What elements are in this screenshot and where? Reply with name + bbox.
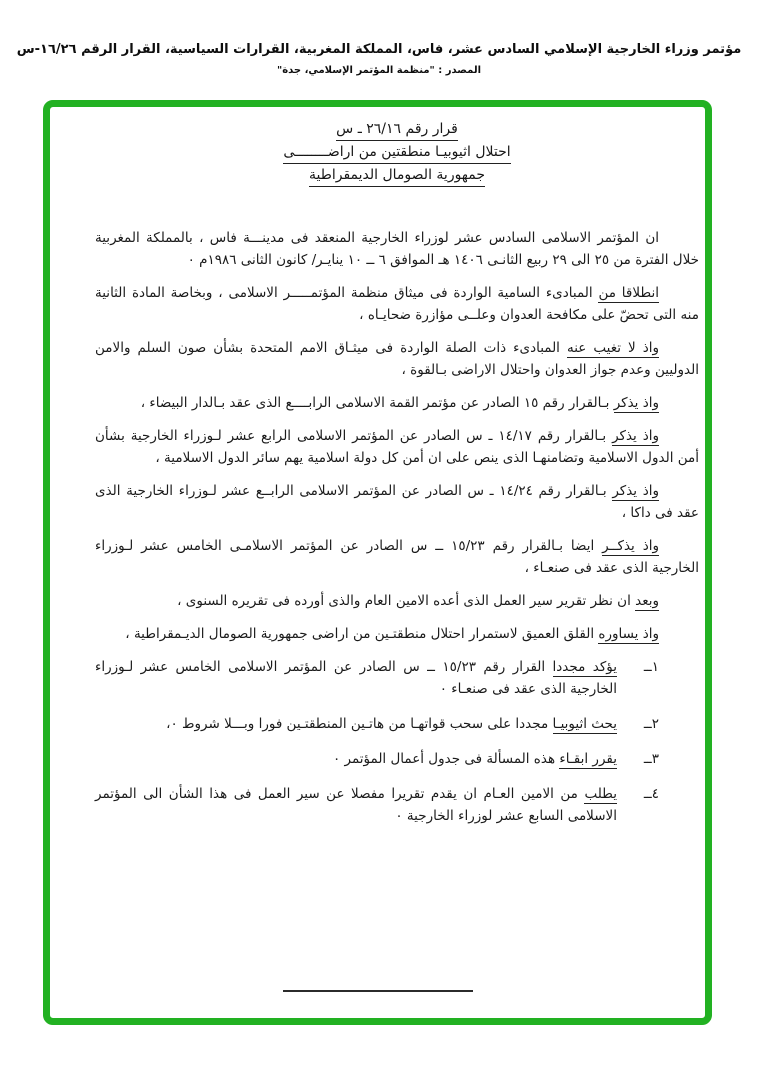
item-text <box>95 656 617 700</box>
list-item-4 <box>95 783 699 827</box>
paragraph-preamble-6 <box>95 480 699 524</box>
paragraph-lead: وبعد <box>635 593 659 609</box>
paragraph-preamble-5 <box>95 425 699 469</box>
item-rest: القرار رقم ١٥/٢٣ ــ س الصادر عن المؤتمر الاسلامى الخامس عشر لـوزراء الخارجية الذى عقد فى صنعـاء ٠ <box>95 659 617 697</box>
scanned-document-frame <box>43 100 712 1025</box>
item-text <box>95 748 617 770</box>
item-lead: يطلب <box>584 786 617 802</box>
paragraph-preamble-1 <box>95 227 699 271</box>
paragraph-preamble-8 <box>95 590 699 612</box>
paragraph-preamble-3 <box>95 337 699 381</box>
item-number: ٢ــ <box>643 716 659 732</box>
item-text <box>95 783 617 827</box>
paragraph-lead: واذ يذكــر <box>602 538 659 554</box>
item-number: ٣ــ <box>643 751 659 767</box>
paragraph-text: المبادىء ذات الصلة الواردة فى ميثـاق الامم المتحدة بشأن صون السلم والامن الدوليين وعدم جواز العدوان واحتلال الاراضى بـالقوة ، <box>95 340 699 378</box>
paragraph-text: بـالقرار رقم ١٥ الصادر عن مؤتمر القمة الاسلامى الرابــــع الذى عقد بـالدار البيضاء ، <box>140 395 614 411</box>
caption-source: المصدر : "منظمة المؤتمر الإسلامي، جدة" <box>276 65 481 76</box>
document-caption <box>0 42 758 76</box>
item-number: ٤ــ <box>643 786 659 802</box>
resolution-subject-line <box>95 144 699 160</box>
paragraph-lead: واذ يذكر <box>612 428 659 444</box>
item-rest: هذه المسألة فى جدول أعمال المؤتمر ٠ <box>332 751 560 767</box>
paragraph-text: المبادىء السامية الواردة فى ميثاق منظمة المؤتمـــــر الاسلامى ، وبخاصة المادة الثانية منه التى تحضّ على مكافحة العدوان وعلــى مؤازرة ضحايـاه ، <box>95 285 699 323</box>
item-lead: يقرر ابقـاء <box>559 751 617 767</box>
paragraph-text: ان نظر تقرير سير العمل الذى أعده الامين العام والذى أورده فى تقريره السنوى ، <box>177 593 636 609</box>
paragraph-text: القلق العميق لاستمرار احتلال منطقتـين من اراضى جمهورية الصومال الديـمقراطية ، <box>125 626 599 642</box>
list-item-1 <box>95 656 699 700</box>
item-lead: يؤكد مجددا <box>552 659 617 675</box>
resolution-subject: احتلال اثيوبيـا منطقتين من اراضــــــــى <box>283 144 510 164</box>
paragraph-lead: واذ يذكر <box>613 395 659 411</box>
resolution-country-line <box>95 167 699 183</box>
paragraph-lead: واذ يذكر <box>612 483 659 499</box>
list-item-2 <box>95 713 699 735</box>
caption-title: مؤتمر وزراء الخارجية الإسلامي السادس عشر، فاس، المملكة المغربية، القرارات السياسية، القرار الرقم ١٦/٢٦-س <box>16 42 742 57</box>
item-number: ١ــ <box>643 659 659 675</box>
resolution-country: جمهورية الصومال الديمقراطية <box>309 167 485 187</box>
resolution-number-line <box>95 121 699 137</box>
paragraph-lead: انطلاقا من <box>598 285 659 301</box>
item-rest: مجددا على سحب قواتهـا من هاتـين المنطقتـين فورا وبـــلا شروط ٠، <box>166 716 553 732</box>
paragraph-preamble-7 <box>95 535 699 579</box>
paragraph-preamble-4 <box>95 392 699 414</box>
paragraph-text: ان المؤتمر الاسلامى السادس عشر لوزراء الخارجية المنعقد فى مدينـــة فاس ، بالمملكة المغربية خلال الفترة من ٢٥ الى ٢٩ ربيع الثانـى ١٤٠٦ هـ الموافق ٦ ــ ١٠ ينايـر/ كانون الثانى ١٩٨٦م ٠ <box>95 230 699 268</box>
item-rest: من الامين العـام ان يقدم تقريرا مفصلا عن سير العمل فى هذا الشأن الى المؤتمر الاسلامى السابع عشر لوزراء الخارجية ٠ <box>95 786 617 824</box>
operative-items <box>95 656 699 827</box>
paragraph-text: بـالقرار رقم ١٤/١٧ ـ س الصادر عن المؤتمر الاسلامى الرابع عشر لـوزراء الخارجية بشأن أمن الدول الاسلامية وتضامنهـا الذى ينص على ان أمن كل دولة اسلامية يهم سائر الدول الاسلامية ، <box>95 428 699 466</box>
paragraph-lead: واذ يساوره <box>598 626 659 642</box>
paragraph-preamble-2 <box>95 282 699 326</box>
item-lead: يحث اثيوبيـا <box>552 716 617 732</box>
paragraph-lead: واذ لا تغيب عنه <box>566 340 659 356</box>
item-text <box>95 713 617 735</box>
end-of-document-rule <box>283 990 473 992</box>
paragraph-preamble-9 <box>95 623 699 645</box>
resolution-number: قرار رقم ٢٦/١٦ ـ س <box>336 121 458 141</box>
paragraph-text: ايضا بـالقرار رقم ١٥/٢٣ ــ س الصادر عن المؤتمر الاسلامـى الخامس عشر لـوزراء الخارجية الذى عقد فى صنعـاء ، <box>95 538 699 576</box>
resolution-title-block <box>95 121 699 183</box>
paragraph-text: بـالقرار رقم ١٤/٢٤ ـ س الصادر عن المؤتمر الاسلامى الرابــع عشر لـوزراء الخارجية الذى عقد فى داكا ، <box>95 483 699 521</box>
list-item-3 <box>95 748 699 770</box>
